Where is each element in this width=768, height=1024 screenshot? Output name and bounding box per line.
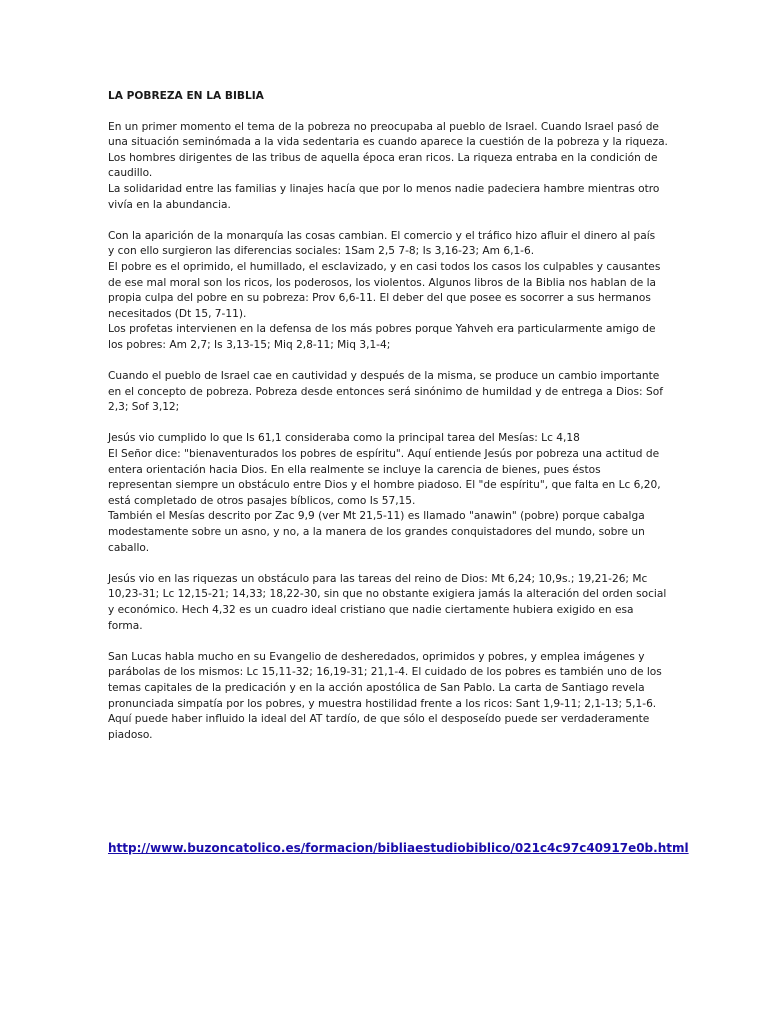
text-line: Los profetas intervienen en la defensa de los más pobres porque Yahveh era particularmente amigo de: [108, 323, 656, 336]
paragraph-5: [108, 572, 667, 634]
text-line: También el Mesías descrito por Zac 9,9 (ver Mt 21,5-11) es llamado "anawin" (pobre) porque cabalga: [108, 510, 645, 523]
text-line: temas capitales de la predicación y en la acción apostólica de San Pablo. La carta de Santiago revela: [108, 681, 645, 694]
text-line: Jesús vio cumplido lo que Is 61,1 consideraba como la principal tarea del Mesías: Lc 4,18: [108, 432, 580, 445]
text-line: Cuando el pueblo de Israel cae en cautividad y después de la misma, se produce un cambio importante: [108, 370, 660, 383]
text-line: en el concepto de pobreza. Pobreza desde entonces será sinónimo de humildad y de entrega a Dios: Sof: [108, 385, 663, 398]
text-line: Aquí puede haber influido la ideal del AT tardío, de que sólo el desposeído puede ser verdaderamente: [108, 713, 650, 726]
paragraph-2: [108, 229, 660, 354]
document-body: [108, 89, 668, 759]
text-line: vivía en la abundancia.: [108, 198, 231, 211]
text-line: una situación seminómada a la vida sedentaria es cuando aparece la cuestión de la pobreza y la riqueza.: [108, 136, 668, 149]
text-line: representan siempre un obstáculo entre Dios y el hombre piadoso. El "de espíritu", que falta en Lc 6,20,: [108, 479, 661, 492]
text-line: La solidaridad entre las familias y linajes hacía que por lo menos nadie padeciera hambre mientras otro: [108, 182, 660, 195]
text-line: En un primer momento el tema de la pobreza no preocupaba al pueblo de Israel. Cuando Israel pasó de: [108, 120, 659, 133]
text-line: caudillo.: [108, 167, 153, 180]
text-line: forma.: [108, 619, 143, 632]
text-line: San Lucas habla mucho en su Evangelio de desheredados, oprimidos y pobres, y emplea imágenes y: [108, 650, 645, 663]
text-line: Jesús vio en las riquezas un obstáculo para las tareas del reino de Dios: Mt 6,24; 10,9s.; 19,21-26; Mc: [108, 572, 648, 585]
text-line: está completado de otros pasajes bíblicos, como Is 57,15.: [108, 494, 416, 507]
text-line: 2,3; Sof 3,12;: [108, 401, 180, 414]
text-line: necesitados (Dt 15, 7-11).: [108, 307, 247, 320]
text-line: de ese mal moral son los ricos, los poderosos, los violentos. Algunos libros de la Biblia nos hablan de la: [108, 276, 657, 289]
text-line: y con ello surgieron las diferencias sociales: 1Sam 2,5 7-8; Is 3,16-23; Am 6,1-6.: [108, 245, 535, 258]
text-line: modestamente sobre un asno, y no, a la manera de los grandes conquistadores del mundo, sobre un: [108, 526, 645, 539]
text-line: pronunciada simpatía por los pobres, y muestra hostilidad frente a los ricos: Sant 1,9-11; 2,1-13; 5,1-6.: [108, 697, 657, 710]
text-line: 10,23-31; Lc 12,15-21; 14,33; 18,22-30, sin que no obstante exigiera jamás la alteración del orden social: [108, 588, 667, 601]
text-line: Los hombres dirigentes de las tribus de aquella época eran ricos. La riqueza entraba en la condición de: [108, 151, 658, 164]
document-title: LA POBREZA EN LA BIBLIA: [108, 90, 264, 102]
text-line: los pobres: Am 2,7; Is 3,13-15; Miq 2,8-11; Miq 3,1-4;: [108, 338, 391, 351]
text-line: parábolas de los mismos: Lc 15,11-32; 16,19-31; 21,1-4. El cuidado de los pobres es también uno de los: [108, 666, 662, 679]
text-line: caballo.: [108, 541, 150, 554]
source-link[interactable]: http://www.buzoncatolico.es/formacion/bibliaestudiobiblico/021c4c97c40917e0b.html: [108, 841, 689, 855]
text-line: El pobre es el oprimido, el humillado, el esclavizado, y en casi todos los casos los culpables y causantes: [108, 260, 661, 273]
text-line: propia culpa del pobre en su pobreza: Prov 6,6-11. El deber del que posee es socorrer a sus hermanos: [108, 292, 651, 305]
text-line: Con la aparición de la monarquía las cosas cambian. El comercio y el tráfico hizo afluir el dinero al país: [108, 229, 656, 242]
text-line: piadoso.: [108, 728, 153, 741]
text-line: entera orientación hacia Dios. En ella realmente se incluye la carencia de bienes, pues éstos: [108, 463, 601, 476]
paragraph-4: [108, 431, 660, 556]
source-link-container: [108, 841, 689, 855]
paragraph-6: [108, 650, 660, 744]
paragraph-1: [108, 120, 668, 214]
text-line: El Señor dice: "bienaventurados los pobres de espíritu". Aquí entiende Jesús por pobreza una actitud de: [108, 448, 660, 461]
text-line: y económico. Hech 4,32 es un cuadro ideal cristiano que nadie ciertamente hubiera exigido en esa: [108, 604, 634, 616]
paragraph-3: [108, 369, 663, 416]
